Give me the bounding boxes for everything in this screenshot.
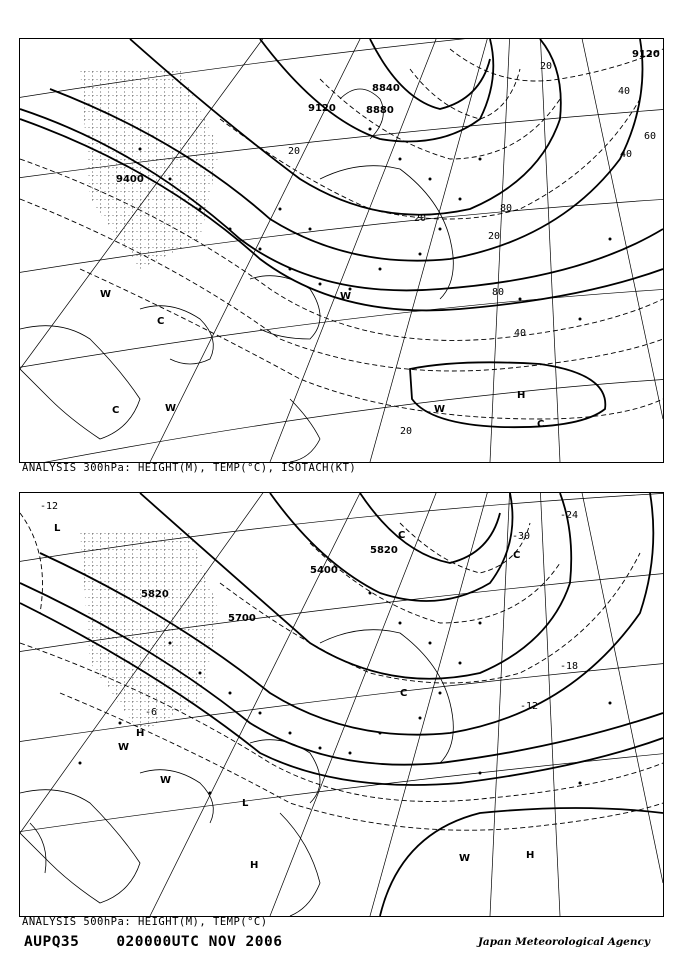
map-300hpa <box>19 38 664 463</box>
temp-label: -6 <box>145 707 158 718</box>
center-high: H <box>526 850 535 861</box>
center-warm: W <box>434 404 446 415</box>
center-low: L <box>242 798 249 809</box>
center-cold: C <box>400 688 408 699</box>
height-label: 5820 <box>141 589 169 600</box>
height-label: 5700 <box>228 613 256 624</box>
isotach-label: 20 <box>288 146 301 157</box>
product-code: AUPQ35 <box>24 934 80 950</box>
height-label: 5820 <box>370 545 398 556</box>
temp-label: -12 <box>40 501 59 512</box>
isotach-label: 80 <box>492 287 505 298</box>
height-label: 9120 <box>632 49 660 60</box>
height-label: 9400 <box>116 174 144 185</box>
center-warm: W <box>100 289 112 300</box>
height-label: 8840 <box>372 83 400 94</box>
temp-label: -12 <box>520 701 539 712</box>
center-warm: W <box>459 853 471 864</box>
center-cold: C <box>112 405 120 416</box>
isotach-label: 40 <box>620 149 633 160</box>
map-300hpa-canvas <box>20 39 663 462</box>
isotach-label: 40 <box>514 328 527 339</box>
center-cold: C <box>537 419 545 430</box>
temp-label: -24 <box>560 510 579 521</box>
agency-name: Japan Meteorological Agency <box>477 936 650 948</box>
center-warm: W <box>165 403 177 414</box>
map-500hpa <box>19 492 664 917</box>
center-warm: W <box>340 291 352 302</box>
isotach-label: 40 <box>618 86 631 97</box>
isotach-label: 80 <box>500 203 513 214</box>
caption-500hpa: ANALYSIS 500hPa: HEIGHT(M), TEMP(°C) <box>22 916 268 928</box>
height-label: 5400 <box>310 565 338 576</box>
caption-300hpa: ANALYSIS 300hPa: HEIGHT(M), TEMP(°C), ISOTACH(KT) <box>22 462 357 474</box>
center-high: H <box>250 860 259 871</box>
center-high: H <box>136 728 145 739</box>
temp-label: -18 <box>560 661 579 672</box>
height-label: 8880 <box>366 105 394 116</box>
center-high: H <box>517 390 526 401</box>
isotach-label: 20 <box>400 426 413 437</box>
map-500hpa-canvas <box>20 493 663 916</box>
center-warm: W <box>118 742 130 753</box>
isotach-label: 20 <box>414 213 427 224</box>
terrain-hatch <box>80 533 220 733</box>
isotach-label: 60 <box>644 131 657 142</box>
isotach-label: 20 <box>540 61 553 72</box>
center-low: L <box>54 523 61 534</box>
center-cold: C <box>157 316 165 327</box>
footer-code <box>24 934 282 950</box>
center-cold: C <box>513 550 521 561</box>
coastline <box>20 630 453 916</box>
center-cold: C <box>398 530 406 541</box>
height-label: 9120 <box>308 103 336 114</box>
isotach-label: 20 <box>488 231 501 242</box>
analysis-datetime: 020000UTC NOV 2006 <box>116 934 283 950</box>
center-warm: W <box>160 775 172 786</box>
temp-label: -30 <box>512 531 531 542</box>
